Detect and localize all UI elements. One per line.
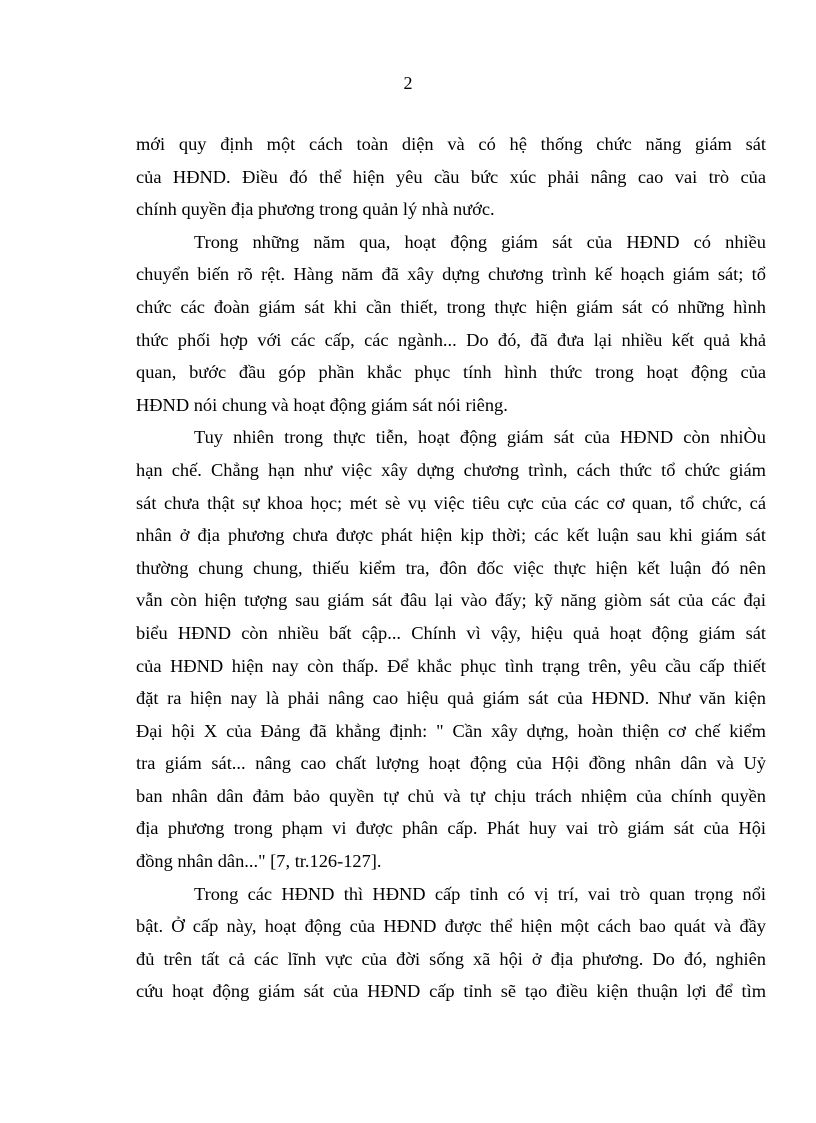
text-line: của HĐND hiện nay còn thấp. Để khắc phục tình trạng trên, yêu cầu cấp thiết: [136, 655, 766, 676]
text-line: Tuy nhiên trong thực tiễn, hoạt động giám sát của HĐND còn nhiÒu: [194, 427, 766, 448]
text-line: tra giám sát... nâng cao chất lượng hoạt động của Hội đồng nhân dân và Uỷ: [136, 753, 766, 774]
text-line: mới quy định một cách toàn diện và có hệ thống chức năng giám sát: [136, 134, 766, 154]
paragraph: [136, 226, 766, 422]
text-line: bật. Ở cấp này, hoạt động của HĐND được thể hiện một cách bao quát và đầy: [136, 916, 766, 937]
text-line: quan, bước đầu góp phần khắc phục tính hình thức trong hoạt động của: [136, 362, 766, 383]
paragraph: [136, 128, 766, 226]
document-body: [136, 128, 766, 1008]
text-line: HĐND nói chung và hoạt động giám sát nói riêng.: [136, 394, 508, 415]
text-line: chính quyền địa phương trong quản lý nhà nước.: [136, 199, 495, 220]
text-line: cứu hoạt động giám sát của HĐND cấp tỉnh sẽ tạo điều kiện thuận lợi để tìm: [136, 981, 766, 1002]
text-line: Trong các HĐND thì HĐND cấp tỉnh có vị trí, vai trò quan trọng nổi: [194, 883, 766, 904]
text-line: đủ trên tất cả các lĩnh vực của đời sống xã hội ở địa phương. Do đó, nghiên: [136, 948, 766, 969]
text-line: chuyển biến rõ rệt. Hàng năm đã xây dựng chương trình kế hoạch giám sát; tổ: [136, 264, 766, 285]
text-line: Trong những năm qua, hoạt động giám sát của HĐND có nhiều: [194, 231, 766, 252]
paragraph: [136, 421, 766, 877]
text-line: đồng nhân dân..." [7, tr.126-127].: [136, 851, 382, 872]
text-line: vẫn còn hiện tượng sau giám sát đâu lại vào đấy; kỹ năng giòm sát của các đại: [136, 590, 766, 611]
text-line: thức phối hợp với các cấp, các ngành... Do đó, đã đưa lại nhiều kết quả khả: [136, 329, 766, 350]
page-number: 2: [403, 73, 413, 93]
text-line: Đại hội X của Đảng đã khẳng định: " Cần xây dựng, hoàn thiện cơ chế kiểm: [136, 720, 766, 741]
text-line: địa phương trong phạm vi được phân cấp. Phát huy vai trò giám sát của Hội: [136, 818, 766, 839]
text-line: đặt ra hiện nay là phải nâng cao hiệu quả giám sát của HĐND. Như văn kiện: [136, 688, 766, 709]
text-line: thường chung chung, thiếu kiểm tra, đôn đốc việc thực hiện kết luận đó nên: [136, 557, 766, 578]
text-line: biểu HĐND còn nhiều bất cập... Chính vì vậy, hiệu quả hoạt động giám sát: [136, 622, 766, 643]
text-line: chức các đoàn giám sát khi cần thiết, trong thực hiện giám sát có những hình: [136, 296, 766, 317]
text-line: của HĐND. Điều đó thể hiện yêu cầu bức xúc phải nâng cao vai trò của: [136, 166, 766, 187]
text-line: sát chưa thật sự khoa học; mét sè vụ việc tiêu cực của các cơ quan, tổ chức, cá: [136, 492, 766, 513]
text-line: ban nhân dân đảm bảo quyền tự chủ và tự chịu trách nhiệm của chính quyền: [136, 785, 766, 806]
text-line: hạn chế. Chẳng hạn như việc xây dựng chương trình, cách thức tổ chức giám: [136, 459, 766, 480]
text-line: nhân ở địa phương chưa được phát hiện kịp thời; các kết luận sau khi giám sát: [136, 525, 766, 546]
paragraph: [136, 878, 766, 1008]
